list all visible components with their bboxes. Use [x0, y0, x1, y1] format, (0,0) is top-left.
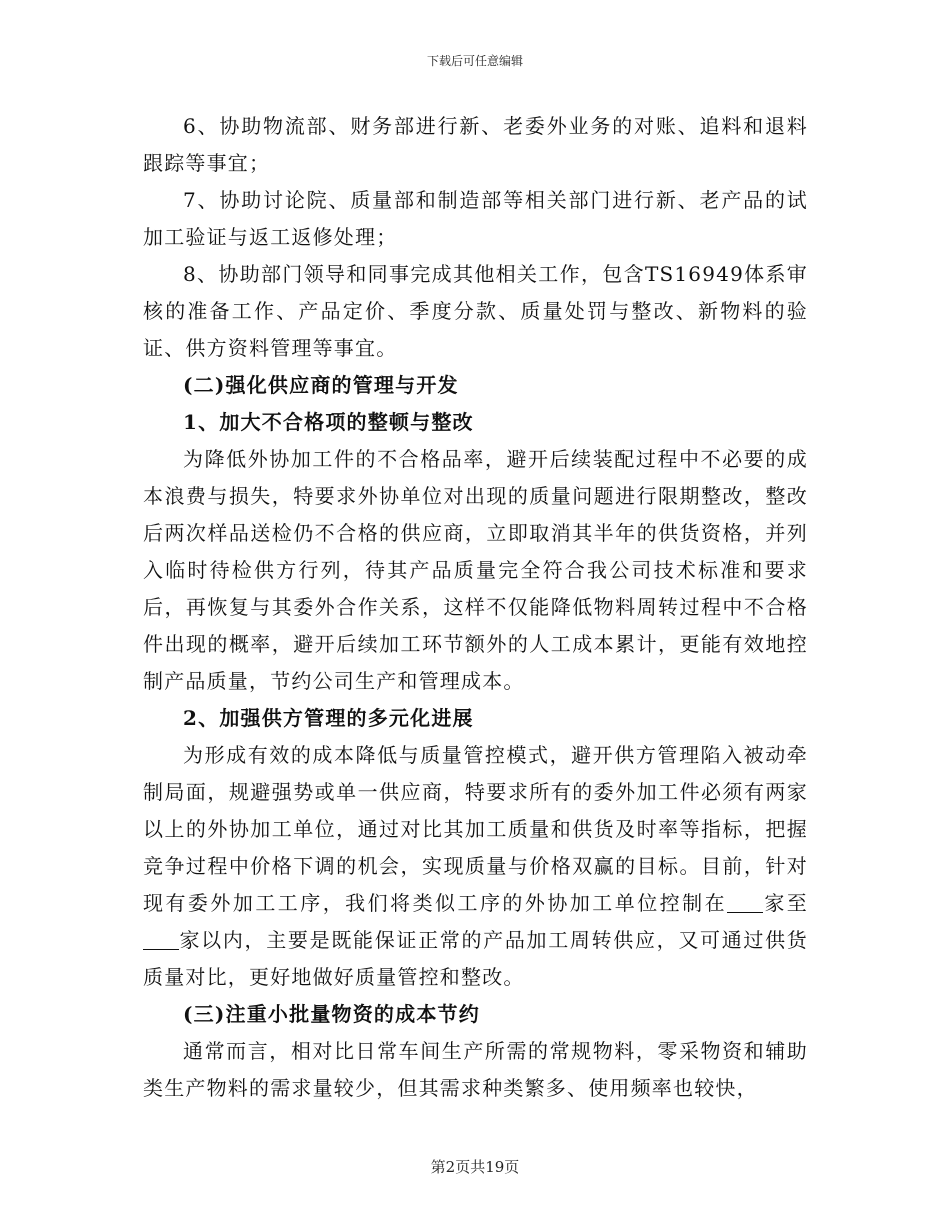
paragraph-text-part1: 为形成有效的成本降低与质量管控模式，避开供方管理陷入被动牵制局面，规避强势或单一供应商，特要求所有的委外加工件必须有两家以上的外协加工单位，通过对比其加工质量和供货及时率等指标，把握竞争过程中价格下调的机会，实现质量与价格双赢的目标。目前，针对现有委外加工工序，我们将类似工序的外协加工单位控制在	[143, 743, 808, 915]
document-body	[143, 108, 808, 1107]
paragraph-small-batch: 通常而言，相对比日常车间生产所需的常规物料，零采物资和辅助类生产物料的需求量较少，但其需求种类繁多、使用频率也较快，	[143, 1039, 808, 1100]
section-heading-3: (三)注重小批量物资的成本节约	[183, 1002, 480, 1026]
paragraph-diversification	[143, 737, 808, 996]
paragraph-text-part3: 家以内，主要是既能保证正常的产品加工周转供应，又可通过供货质量对比，更好地做好质量管控和整改。	[143, 928, 808, 989]
blank-field-1	[727, 892, 763, 913]
list-item-7: 7、协助讨论院、质量部和制造部等相关部门进行新、老产品的试加工验证与返工返修处理；	[143, 188, 808, 249]
page-header: 下载后可任意编辑	[426, 54, 523, 68]
list-item-6: 6、协助物流部、财务部进行新、老委外业务的对账、追料和退料跟踪等事宜；	[143, 114, 808, 175]
section-heading-2: (二)强化供应商的管理与开发	[183, 373, 459, 397]
page-footer: 第2页共19页	[430, 1158, 520, 1176]
paragraph-nonconformance: 为降低外协加工件的不合格品率，避开后续装配过程中不必要的成本浪费与损失，特要求外协单位对出现的质量问题进行限期整改，整改后两次样品送检仍不合格的供应商，立即取消其半年的供货资格，并列入临时待检供方行列，待其产品质量完全符合我公司技术标准和要求后，再恢复与其委外合作关系，这样不仅能降低物料周转过程中不合格件出现的概率，避开后续加工环节额外的人工成本累计，更能有效地控制产品质量，节约公司生产和管理成本。	[143, 447, 808, 693]
subsection-heading-2: 2、加强供方管理的多元化进展	[183, 706, 474, 730]
list-item-8: 8、协助部门领导和同事完成其他相关工作，包含TS16949体系审核的准备工作、产品定价、季度分款、质量处罚与整改、新物料的验证、供方资料管理等事宜。	[143, 262, 808, 360]
subsection-heading-1: 1、加大不合格项的整顿与整改	[183, 410, 474, 434]
blank-field-2	[143, 929, 179, 950]
paragraph-text-part2: 家至	[763, 891, 808, 915]
